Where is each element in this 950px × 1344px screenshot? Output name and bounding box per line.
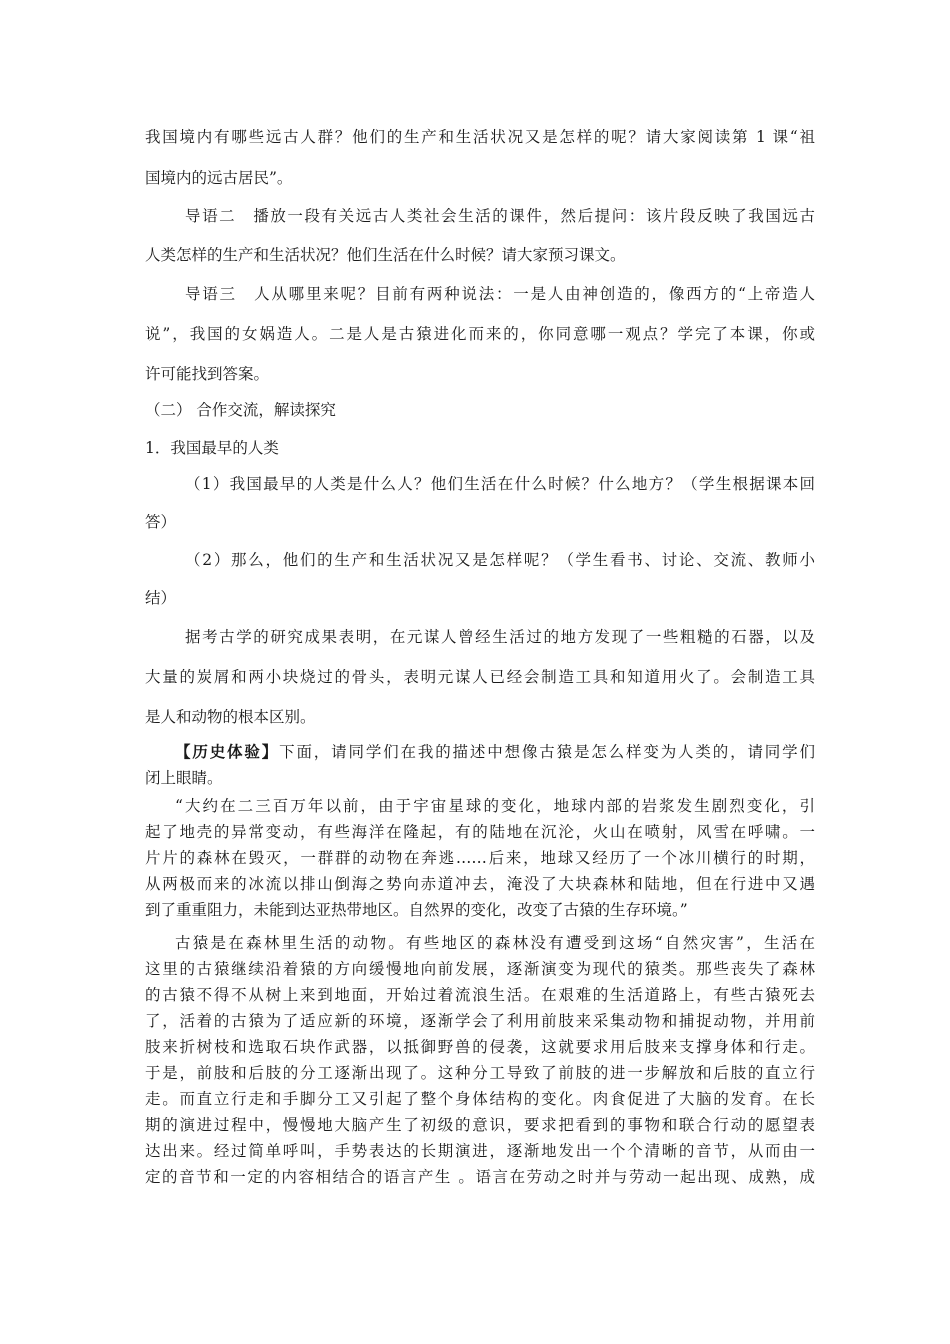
ape-evolution-line: 的古猿不得不从树上来到地面，开始过着流浪生活。在艰难的生活道路上，有些古猿死去 <box>145 986 815 1004</box>
item-heading: 1．我国最早的人类 <box>145 439 279 457</box>
quote-line: 到了重重阻力，未能到达亚热带地区。自然界的变化，改变了古猿的生存环境。” <box>145 901 688 919</box>
ape-evolution-line: 肢来折树枝和选取石块作武器，以抵御野兽的侵袭，这就要求用后肢来支撑身体和行走。 <box>145 1038 815 1056</box>
ape-evolution-line: 了，活着的古猿为了适应新的环境，逐渐学会了利用前肢来采集动物和捕捉动物，并用前 <box>145 1012 815 1030</box>
ape-evolution-line: 达出来。经过简单呼叫，手势表达的长期演进，逐渐地发出一个个清晰的音节，从而由一 <box>145 1142 815 1160</box>
ape-evolution-line: 这里的古猿继续沿着猿的方向缓慢地向前发展，逐渐演变为现代的猿类。那些丧失了森林 <box>145 960 815 978</box>
question-one-line: （1）我国最早的人类是什么人？他们生活在什么时候？什么地方？（学生根据课本回 <box>185 475 815 493</box>
lead-two-line: 人类怎样的生产和生活状况？他们生活在什么时候？请大家预习课文。 <box>145 246 626 264</box>
section-heading: （二） 合作交流，解读探究 <box>145 401 336 419</box>
ape-evolution-line: 定的音节和一定的内容相结合的语言产生 。语言在劳动之时并与劳动一起出现、成熟，成 <box>145 1168 815 1186</box>
archaeology-line: 大量的炭屑和两小块烧过的骨头，表明元谋人已经会制造工具和知道用火了。会制造工具 <box>145 668 815 686</box>
intro-text-line: 我国境内有哪些远古人群？他们的生产和生活状况又是怎样的呢？请大家阅读第 1 课“祖 <box>145 128 815 146</box>
lead-three-line: 许可能找到答案。 <box>145 365 270 383</box>
lead-three-line: 导语三 人从哪里来呢？目前有两种说法：一是人由神创造的，像西方的“上帝造人 <box>185 285 815 303</box>
question-two-line: （2）那么，他们的生产和生活状况又是怎样呢？（学生看书、讨论、交流、教师小 <box>185 551 815 569</box>
archaeology-line: 是人和动物的根本区别。 <box>145 708 316 726</box>
archaeology-line: 据考古学的研究成果表明，在元谋人曾经生活过的地方发现了一些粗糙的石器，以及 <box>185 628 815 646</box>
quote-line: 从两极而来的冰流以排山倒海之势向赤道冲去，淹没了大块森林和陆地，但在行进中又遇 <box>145 875 815 893</box>
ape-evolution-line: 古猿是在森林里生活的动物。有些地区的森林没有遭受到这场“自然灾害”，生活在 <box>175 934 815 952</box>
quote-line: “大约在二三百万年以前，由于宇宙星球的变化，地球内部的岩浆发生剧烈变化，引 <box>175 797 815 815</box>
history-experience-text: 下面，请同学们在我的描述中想像古猿是怎么样变为人类的，请同学们 <box>279 743 815 761</box>
ape-evolution-line: 走。而直立行走和手脚分工又引起了整个身体结构的变化。肉食促进了大脑的发育。在长 <box>145 1090 815 1108</box>
lead-three-line: 说”，我国的女娲造人。二是人是古猿进化而来的，你同意哪一观点？学完了本课，你或 <box>145 325 815 343</box>
quote-line: 片片的森林在毁灭，一群群的动物在奔逃……后来，地球又经历了一个冰川横行的时期， <box>145 849 815 867</box>
question-two-line: 结） <box>145 589 177 607</box>
history-experience-line <box>175 742 815 762</box>
history-experience-line: 闭上眼睛。 <box>145 769 223 787</box>
ape-evolution-line: 于是，前肢和后肢的分工逐渐出现了。这种分工导致了前肢的进一步解放和后肢的直立行 <box>145 1064 815 1082</box>
ape-evolution-line: 期的演进过程中，慢慢地大脑产生了初级的意识，要求把看到的事物和联合行动的愿望表 <box>145 1116 815 1134</box>
question-one-line: 答） <box>145 513 177 531</box>
lead-two-line: 导语二 播放一段有关远古人类社会生活的课件，然后提问：该片段反映了我国远古 <box>185 207 815 225</box>
intro-text-line: 国境内的远古居民”。 <box>145 169 293 187</box>
history-experience-tag: 【历史体验】 <box>175 742 280 761</box>
quote-line: 起了地壳的异常变动，有些海洋在隆起，有的陆地在沉沦，火山在喷射，风雪在呼啸。一 <box>145 823 815 841</box>
